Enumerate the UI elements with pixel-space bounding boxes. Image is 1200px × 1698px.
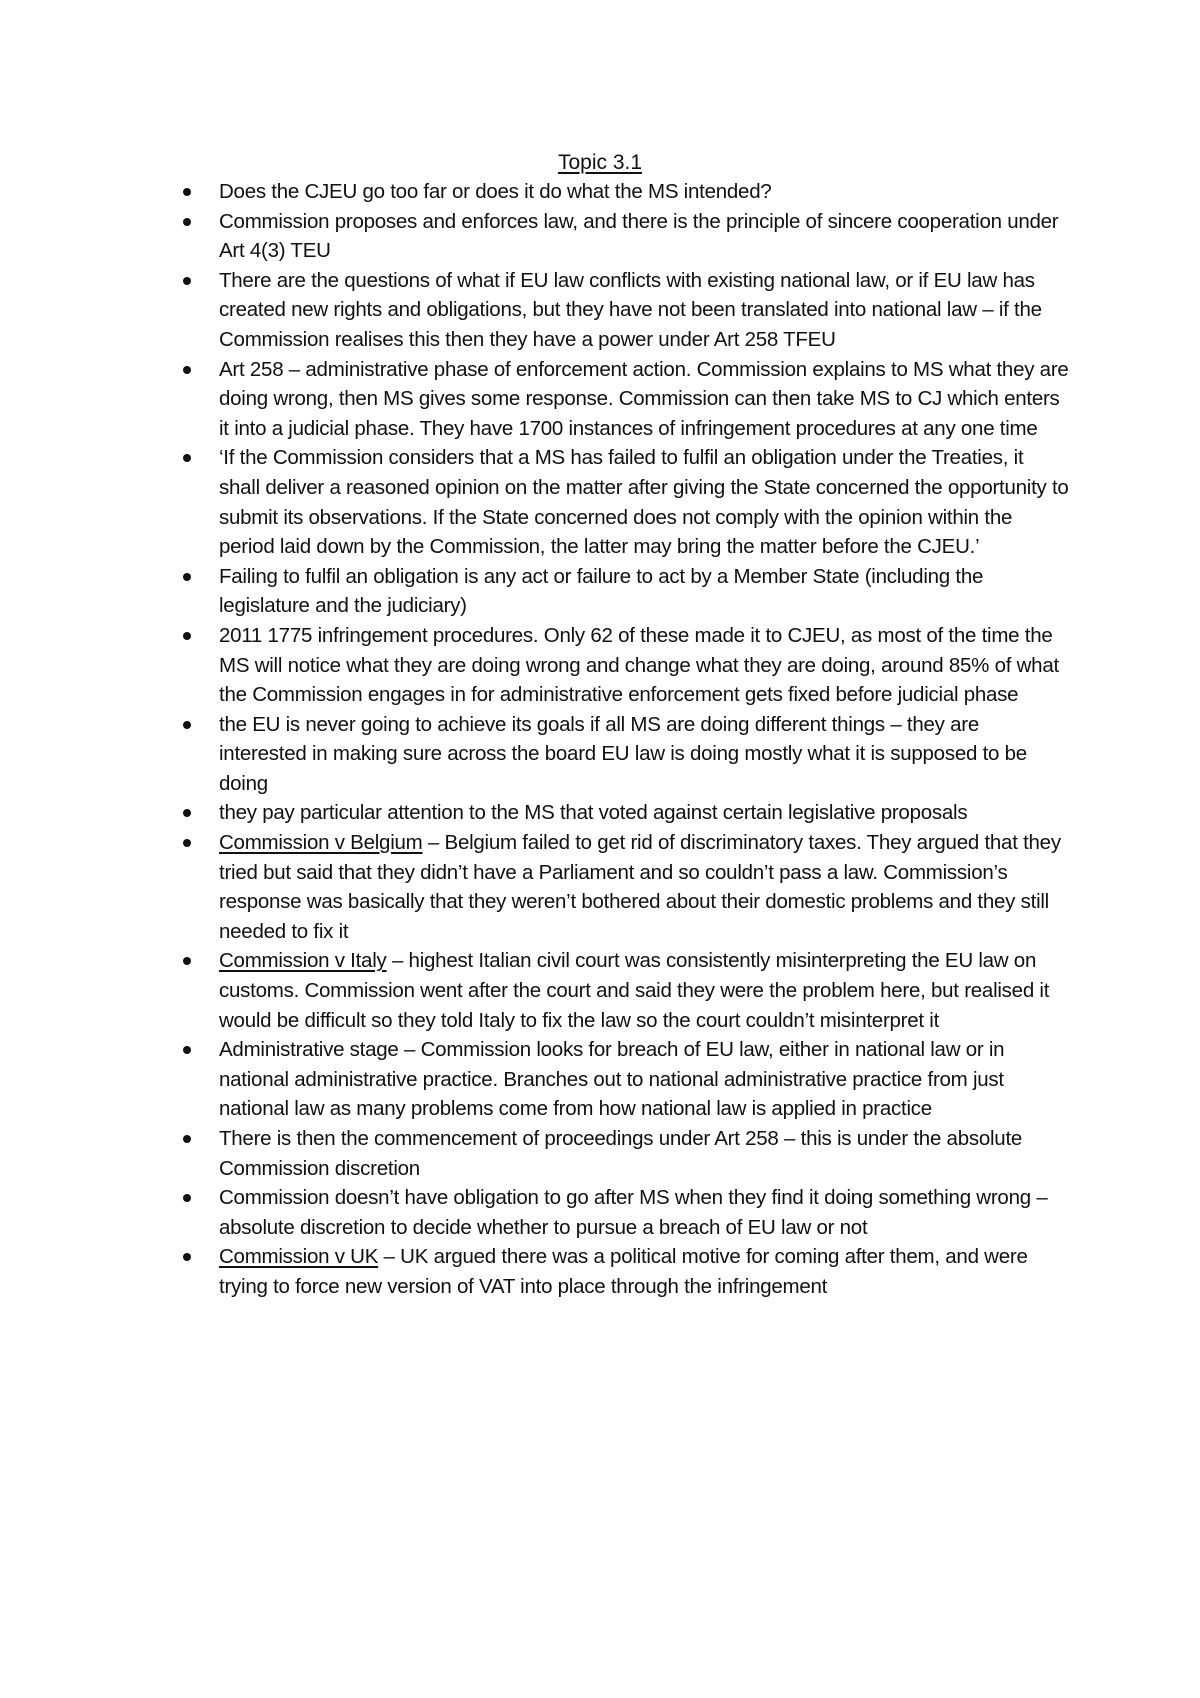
bullet-item xyxy=(219,1183,1069,1242)
bullet-item xyxy=(219,946,1069,1035)
bullet-item xyxy=(219,621,1069,710)
bullet-text: they pay particular attention to the MS that voted against certain legislative proposals xyxy=(219,801,968,825)
bullet-text: Commission doesn’t have obligation to go after MS when they find it doing something wrong – absolute discretion to decide whether to pursue a breach of EU law or not xyxy=(219,1186,1048,1239)
document-title xyxy=(0,148,1200,178)
bullet-item xyxy=(219,443,1069,561)
document-title-text: Topic 3.1 xyxy=(557,151,643,174)
bullet-item xyxy=(219,798,1069,828)
bullet-item xyxy=(219,355,1069,444)
bullet-item xyxy=(219,828,1069,946)
case-name: Commission v Italy xyxy=(219,949,387,973)
bullet-list xyxy=(219,177,1069,1302)
bullet-text: Administrative stage – Commission looks for breach of EU law, either in national law or in national administrative practice. Branches out to national administrative practice from just national law as many problems come from how national law is applied in practice xyxy=(219,1038,1005,1121)
bullet-text: – UK argued there was a political motive for coming after them, and were trying to force new version of VAT into place through the infringement xyxy=(219,1245,1028,1298)
bullet-item xyxy=(219,1242,1069,1301)
case-name: Commission v Belgium xyxy=(219,831,423,855)
bullet-text: There is then the commencement of proceedings under Art 258 – this is under the absolute Commission discretion xyxy=(219,1127,1023,1180)
bullet-item xyxy=(219,177,1069,207)
bullet-item xyxy=(219,710,1069,799)
bullet-text: Does the CJEU go too far or does it do what the MS intended? xyxy=(219,180,772,203)
bullet-item xyxy=(219,266,1069,355)
bullet-text: Art 258 – administrative phase of enforcement action. Commission explains to MS what they are doing wrong, then MS gives some response. Commission can then take MS to CJ which enters it into a judicial phase. They have 1700 instances of infringement procedures at any one time xyxy=(219,357,1069,440)
bullet-text: – highest Italian civil court was consistently misinterpreting the EU law on customs. Commission went after the court and said they were the problem here, but realised it would be difficult so they told Italy to fix the law so the court couldn’t misinterpret it xyxy=(219,949,1050,1032)
case-name: Commission v UK xyxy=(219,1245,379,1269)
bullet-item xyxy=(219,562,1069,621)
bullet-item xyxy=(219,207,1069,266)
bullet-item xyxy=(219,1124,1069,1183)
bullet-text: the EU is never going to achieve its goals if all MS are doing different things – they are interested in making sure across the board EU law is doing mostly what it is supposed to be doing xyxy=(219,712,1027,795)
bullet-item xyxy=(219,1035,1069,1124)
bullet-text: – Belgium failed to get rid of discriminatory taxes. They argued that they tried but said that they didn’t have a Parliament and so couldn’t pass a law. Commission’s response was basically that they weren’t bothered about their domestic problems and they still needed to fix it xyxy=(219,831,1061,943)
bullet-text: Commission proposes and enforces law, and there is the principle of sincere cooperation under Art 4(3) TEU xyxy=(219,209,1059,263)
bullet-text: 2011 1775 infringement procedures. Only 62 of these made it to CJEU, as most of the time the MS will notice what they are doing wrong and change what they are doing, around 85% of what the Commission engages in for administrative enforcement gets fixed before judicial phase xyxy=(219,623,1059,707)
bullet-text: Failing to fulfil an obligation is any act or failure to act by a Member State (including the legislature and the judiciary) xyxy=(219,564,984,618)
bullet-text: ‘If the Commission considers that a MS has failed to fulfil an obligation under the Treaties, it shall deliver a reasoned opinion on the matter after giving the State concerned the opportunity to submit its observations. If the State concerned does not comply with the opinion within the period laid down by the Commission, the latter may bring the matter before the CJEU.’ xyxy=(219,446,1069,559)
bullet-text: There are the questions of what if EU law conflicts with existing national law, or if EU law has created new rights and obligations, but they have not been translated into national law – if the Commission realises this then they have a power under Art 258 TFEU xyxy=(219,268,1042,351)
